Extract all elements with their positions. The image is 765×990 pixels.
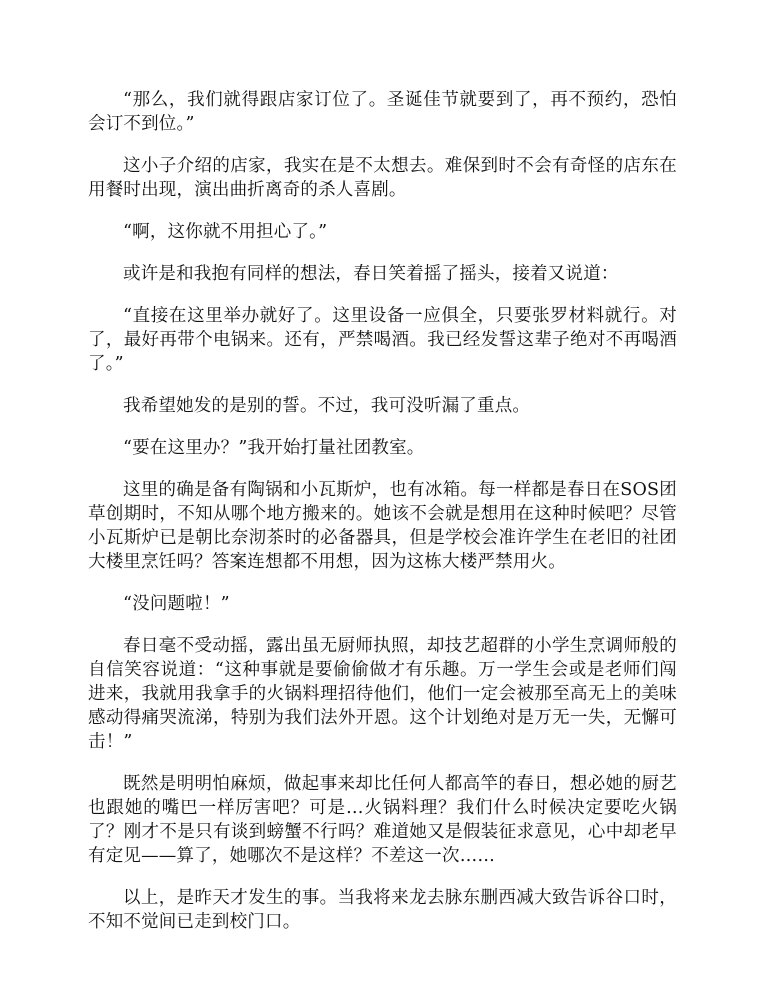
paragraph-10: 春日毫不受动摇，露出虽无厨师执照，却技艺超群的小学生烹调师般的自信笑容说道：“这种事就是要偷偷做才有乐趣。万一学生会或是老师们闯进来，我就用我拿手的火锅料理招待他们，他们一定会被那至高无上的美味感动得痛哭流涕，特别为我们法外开恩。这个计划绝对是万无一失，无懈可击！” bbox=[88, 636, 677, 752]
paragraph-4: 或许是和我抱有同样的想法，春日笑着摇了摇头，接着又说道： bbox=[123, 264, 619, 284]
paragraph-3: “啊，这你就不用担心了。” bbox=[123, 222, 328, 242]
paragraph-5: “直接在这里举办就好了。这里设备一应俱全，只要张罗材料就行。对了，最好再带个电锅来。还有，严禁喝酒。我已经发誓这辈子绝对不再喝酒了。” bbox=[88, 306, 677, 374]
paragraph-12: 以上，是昨天才发生的事。当我将来龙去脉东删西减大致告诉谷口时，不知不觉间已走到校门口。 bbox=[88, 888, 677, 932]
paragraph-2: 这小子介绍的店家，我实在是不太想去。难保到时不会有奇怪的店东在用餐时出现，演出曲折离奇的杀人喜剧。 bbox=[88, 156, 677, 200]
paragraph-8: 这里的确是备有陶锅和小瓦斯炉，也有冰箱。每一样都是春日在SOS团草创期时，不知从哪个地方搬来的。她该不会就是想用在这种时候吧？尽管小瓦斯炉已是朝比奈沏茶时的必备器具，但是学校会准许学生在老旧的社团大楼里烹饪吗？答案连想都不用想，因为这栋大楼严禁用火。 bbox=[88, 480, 677, 572]
paragraph-1: “那么，我们就得跟店家订位了。圣诞佳节就要到了，再不预约，恐怕会订不到位。” bbox=[88, 90, 677, 134]
paragraph-6: 我希望她发的是别的誓。不过，我可没听漏了重点。 bbox=[123, 396, 531, 416]
paragraph-11: 既然是明明怕麻烦，做起事来却比任何人都高竿的春日，想必她的厨艺也跟她的嘴巴一样厉害吧？可是…火锅料理？我们什么时候决定要吃火锅了？刚才不是只有谈到螃蟹不行吗？难道她又是假装征求意见，心中却老早有定见——算了，她哪次不是这样？不差这一次…… bbox=[88, 774, 677, 866]
paragraph-9: “没问题啦！” bbox=[123, 594, 230, 614]
paragraph-7: “要在这里办？”我开始打量社团教室。 bbox=[123, 438, 425, 458]
